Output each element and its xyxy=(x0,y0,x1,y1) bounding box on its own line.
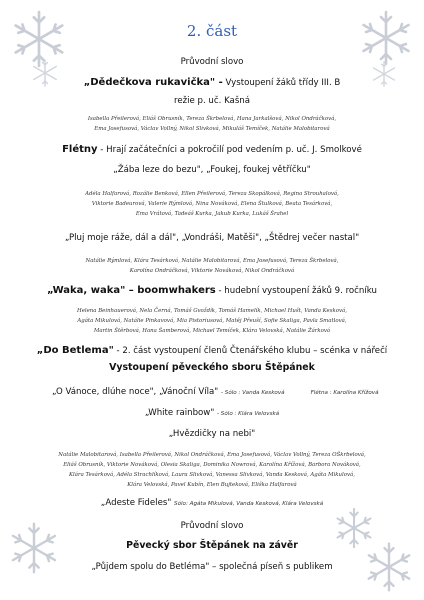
section3-heading xyxy=(0,285,424,296)
choir-song-2 xyxy=(0,408,424,419)
choir-song-1 xyxy=(52,387,392,398)
section1-title: „Dědečkova rukavička" - xyxy=(83,77,223,88)
performer-names: Klára Tesárková, Adéla Strachlíková, Laura Slivková, Vanessa Slivková, Vanda Kesková, Agáta Mikulová, xyxy=(69,472,355,478)
closing-song: „Půjdem spolu do Betléma" – společná píseň s publikem xyxy=(91,562,333,572)
song-title: „White rainbow" xyxy=(144,408,215,418)
solo-credit: Sólo: Agáta Mikulová, Vanda Kesková, Klára Velovská xyxy=(174,501,324,507)
song-title: „Adeste Fideles" xyxy=(100,498,172,508)
performer-names: Eliáš Obrusník, Viktorie Nováková, Olesia Skaliga, Dominika Nowrová, Karolína Křížová, Barbora Nováková, xyxy=(63,462,361,468)
section1-subtitle: Vystoupení žáků třídy III. B xyxy=(222,78,341,88)
flute-songs-1: „Žába leze do bezu", „Foukej, foukej větříčku" xyxy=(113,165,311,175)
performer-names: Ema Vrátová, Tadeáš Kurka, Jakub Kurka, Lukáš Šrahel xyxy=(135,211,289,217)
finale-heading: Pěvecký sbor Štěpánek na závěr xyxy=(126,540,298,551)
performer-names: Agáta Mikulová, Natálie Pinkavová, Mia Pistoriusová, Matěj Přeuší, Sofie Skaliga, Pavla Smatlová, xyxy=(77,318,347,324)
flute-songs-2: „Pluj moje ráže, dál a dál", „Vondráši, Matěši", „Štědrej večer nastal" xyxy=(64,233,360,243)
performer-names: Adéla Halfarová, Rozálie Benková, Ellen Přeilerová, Tereza Skopálková, Regina Strouhalová, xyxy=(85,191,339,197)
section2-heading xyxy=(0,144,424,155)
choir-song-4 xyxy=(0,498,424,509)
performer-names: Karolína Ondráčková, Viktorie Nováková, Nikol Ondráčková xyxy=(129,268,295,274)
section2-title: Flétny xyxy=(62,144,98,155)
closing-intro-heading: Průvodní slovo xyxy=(180,521,244,531)
section4-title: „Do Betlema" xyxy=(36,345,114,356)
performer-names: Martin Štěrbová, Hana Šamberová, Michael Temíček, Klára Velovská, Natálie Žárková xyxy=(93,328,331,334)
performer-names: Isabella Přeilerová, Eliáš Obrusník, Tereza Škrbelová, Hana Jarkalšová, Nikol Ondráčková, xyxy=(87,116,337,122)
performer-names: Helena Beinhauerová, Nela Černá, Tomáš Gvoždík, Tomáš Hamelík, Michael Hušt, Vanda Kesková, xyxy=(77,308,347,314)
performer-names: Natálie Malobitarová, Isabella Přeilerová, Nikol Ondráčková, Ema Josefusová, Václav Vollný, Tereza OŠkrbelová, xyxy=(58,452,366,458)
intro-heading: Průvodní slovo xyxy=(180,57,244,67)
performer-names: Viktorie Badeurová, Valerie Rýmlová, Nina Nováková, Elena Štulková, Beata Tesárková, xyxy=(91,201,333,207)
performer-names: Ema Josefusová, Václav Vollný, Nikol Slivková, Mikuláš Temíček, Natálie Malobitarová xyxy=(94,126,330,132)
solo-credit: - Sólo : Vanda Kesková xyxy=(220,390,285,396)
flute-credit: Flétna : Karolína Křížová xyxy=(310,390,379,396)
choir-song-3: „Hvězdičky na nebi" xyxy=(168,429,256,439)
section4-heading xyxy=(0,345,424,356)
song-title: „O Vánoce, dlúhe noce", „Vánoční Víla" xyxy=(52,387,219,397)
section4-subtitle: - 2. část vystoupení členů Čtenářského klubu – scénka v nářečí xyxy=(113,346,388,356)
page-title: 2. část xyxy=(186,22,238,40)
section3-title: „Waka, waka" – boomwhakers xyxy=(47,285,216,296)
section3-subtitle: - hudební vystoupení žáků 9. ročníku xyxy=(215,286,377,296)
performer-names: Klára Velovská, Pavel Kubín, Elen Bujteková, Eliška Halfarová xyxy=(127,482,297,488)
solo-credit: - Sólo : Klára Velovská xyxy=(217,411,280,417)
section1-director: režie p. uč. Kašná xyxy=(173,96,251,106)
section1-heading xyxy=(0,77,424,88)
choir-heading: Vystoupení pěveckého sboru Štěpánek xyxy=(109,362,315,373)
section2-subtitle: - Hrají začátečníci a pokročilí pod vedením p. uč. J. Smolkové xyxy=(97,145,362,155)
performer-names: Natálie Rýmlová, Klára Tesárková, Natálie Malobitarová, Ema Josefusová, Tereza Škrbelová, xyxy=(85,258,339,264)
